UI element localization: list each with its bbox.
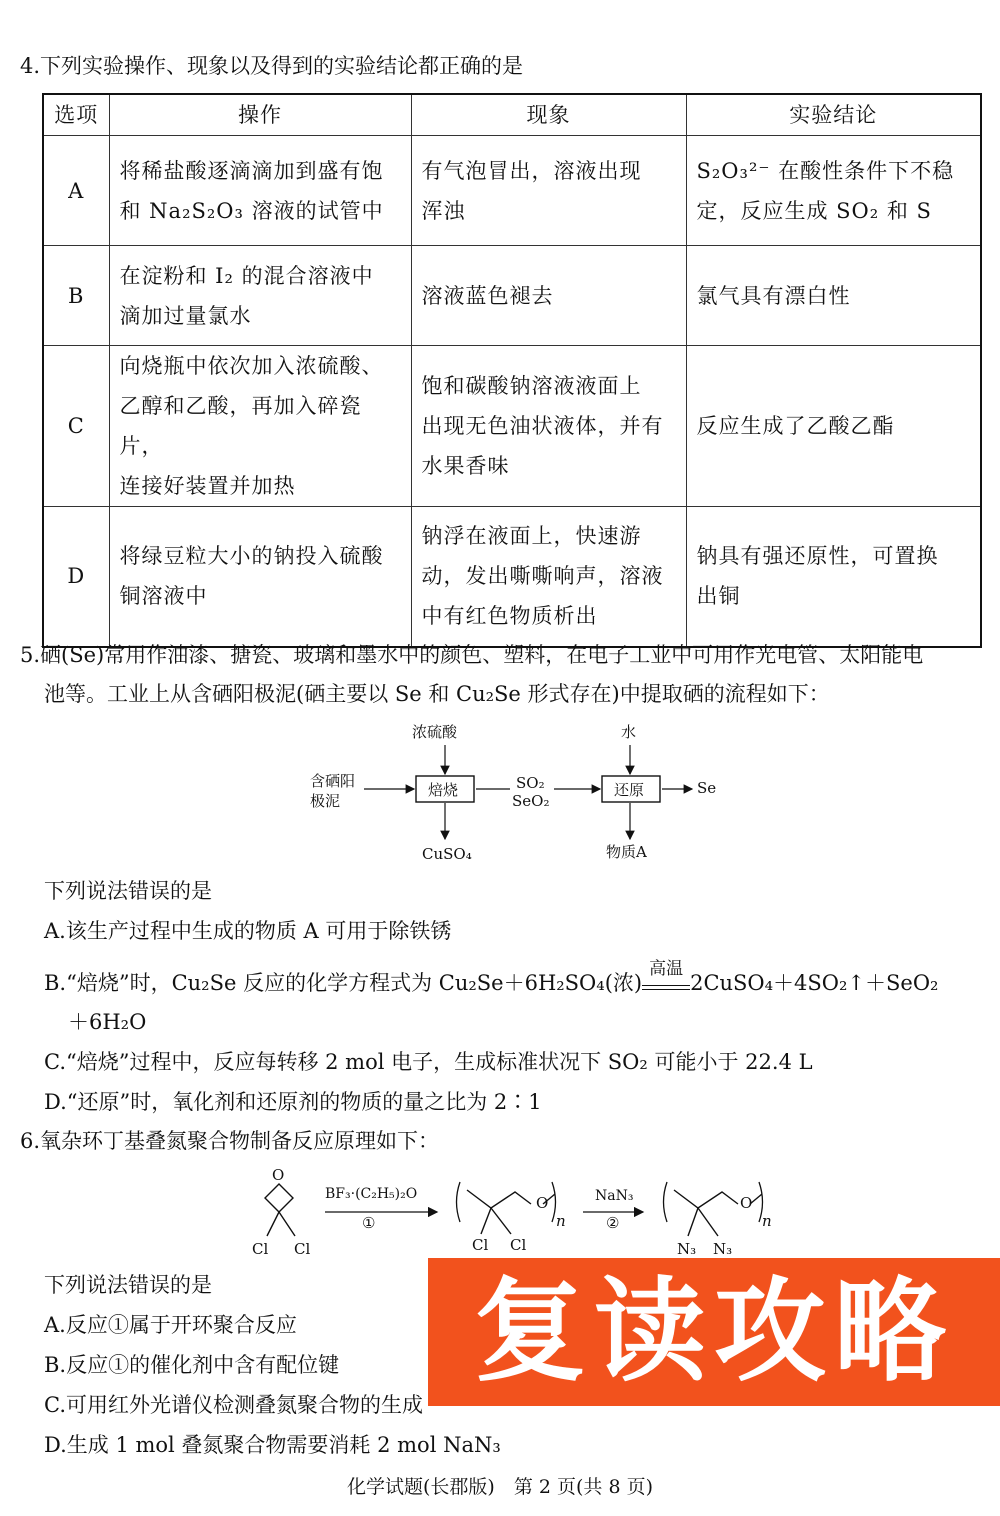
q4-stem: 4.下列实验操作、现象以及得到的实验结论都正确的是	[20, 54, 524, 78]
q5-option-b: B.“焙烧”时，Cu₂Se 反应的化学方程式为 Cu₂Se＋6H₂SO₄(浓) 高温 2CuSO₄＋4SO₂↑＋SeO₂	[44, 968, 938, 998]
row-option: A	[43, 136, 109, 246]
q6-option-d: D.生成 1 mol 叠氮聚合物需要消耗 2 mol NaN₃	[44, 1433, 501, 1457]
q5-option-a: A.该生产过程中生成的物质 A 可用于除铁锈	[44, 919, 452, 943]
header-operation: 操作	[109, 94, 411, 136]
q5-option-b-cont: ＋6H₂O	[68, 1010, 147, 1034]
flow-mid-2: SeO₂	[512, 792, 550, 810]
row-operation: 将稀盐酸逐滴滴加到盛有饱 和 Na₂S₂O₃ 溶液的试管中	[109, 136, 411, 246]
q5-option-d: D.“还原”时，氧化剂和还原剂的物质的量之比为 2∶1	[44, 1090, 542, 1114]
row-conclusion: 氯气具有漂白性	[686, 246, 981, 346]
q6-option-a: A.反应①属于开环聚合反应	[44, 1313, 297, 1337]
polymer1-o: O	[536, 1194, 549, 1212]
polymer1-n: n	[556, 1212, 566, 1230]
reagent-1: BF₃·(C₂H₅)₂O	[325, 1186, 418, 1202]
q4-table	[42, 93, 982, 648]
polymer2-o: O	[740, 1194, 753, 1212]
row-phenomenon: 有气泡冒出，溶液出现 浑浊	[411, 136, 686, 246]
monomer-o: O	[272, 1166, 285, 1184]
q6-option-b: B.反应①的催化剂中含有配位键	[44, 1353, 340, 1377]
row-option: C	[43, 346, 109, 507]
q5-stem-line1: 5.硒(Se)常用作油漆、搪瓷、玻璃和墨水中的颜色、塑料，在电子工业中可用作光电管、太阳能电	[20, 643, 924, 667]
table-header-row	[43, 94, 981, 136]
table-row	[43, 136, 981, 246]
table-row	[43, 246, 981, 346]
monomer-cl-right: Cl	[294, 1240, 311, 1258]
reagent-2: NaN₃	[595, 1188, 634, 1204]
row-phenomenon: 钠浮在液面上，快速游 动，发出嘶嘶响声，溶液 中有红色物质析出	[411, 507, 686, 647]
monomer-cl-left: Cl	[252, 1240, 269, 1258]
polymer1-cl-right: Cl	[510, 1236, 527, 1254]
header-conclusion: 实验结论	[686, 94, 981, 136]
row-phenomenon: 溶液蓝色褪去	[411, 246, 686, 346]
row-operation: 在淀粉和 I₂ 的混合溶液中 滴加过量氯水	[109, 246, 411, 346]
row-option: D	[43, 507, 109, 647]
table-row	[43, 346, 981, 507]
row-conclusion: S₂O₃²⁻ 在酸性条件下不稳 定，反应生成 SO₂ 和 S	[686, 136, 981, 246]
header-phenomenon: 现象	[411, 94, 686, 136]
row-conclusion: 反应生成了乙酸乙酯	[686, 346, 981, 507]
flow-step2-label: 还原	[614, 781, 645, 799]
q6-option-c: C.可用红外光谱仪检测叠氮聚合物的生成	[44, 1393, 423, 1417]
watermark-banner: 复读攻略	[428, 1258, 1000, 1406]
polymer2-n3-right: N₃	[713, 1240, 733, 1258]
flow-out-cuso4: CuSO₄	[422, 845, 472, 863]
polymer1-cl-left: Cl	[472, 1236, 489, 1254]
flow-raw-2: 极泥	[310, 792, 341, 810]
flow-raw-1: 含硒阳	[310, 772, 356, 790]
flow-product: Se	[697, 779, 717, 797]
row-phenomenon: 饱和碳酸钠溶液液面上 出现无色油状液体，并有 水果香味	[411, 346, 686, 507]
row-operation: 将绿豆粒大小的钠投入硫酸 铜溶液中	[109, 507, 411, 647]
flow-mid-1: SO₂	[516, 774, 545, 792]
condition-label: 高温	[649, 959, 684, 979]
q6-stem: 6.氧杂环丁基叠氮聚合物制备反应原理如下：	[20, 1129, 440, 1153]
q5-stem-line2: 池等。工业上从含硒阳极泥(硒主要以 Se 和 Cu₂Se 形式存在)中提取硒的流程如下：	[44, 682, 830, 706]
q5-prompt: 下列说法错误的是	[44, 879, 212, 903]
flow-step1-label: 焙烧	[428, 781, 459, 799]
step-1-mark: ①	[362, 1214, 376, 1232]
flow-input-acid: 浓硫酸	[412, 723, 458, 741]
page-footer: 化学试题(长郡版) 第 2 页(共 8 页)	[347, 1476, 653, 1498]
table-row	[43, 507, 981, 647]
row-option: B	[43, 246, 109, 346]
header-option: 选项	[43, 94, 109, 136]
step-2-mark: ②	[606, 1214, 620, 1232]
polymer2-n3-left: N₃	[677, 1240, 697, 1258]
row-operation: 向烧瓶中依次加入浓硫酸、 乙醇和乙酸，再加入碎瓷片， 连接好装置并加热	[109, 346, 411, 507]
q6-prompt: 下列说法错误的是	[44, 1273, 212, 1297]
polymer2-n: n	[762, 1212, 772, 1230]
q5-option-c: C.“焙烧”过程中，反应每转移 2 mol 电子，生成标准状况下 SO₂ 可能小于 22.4 L	[44, 1050, 813, 1074]
flow-input-water: 水	[621, 723, 637, 741]
flow-out-a: 物质A	[606, 843, 647, 861]
row-conclusion: 钠具有强还原性，可置换 出铜	[686, 507, 981, 647]
